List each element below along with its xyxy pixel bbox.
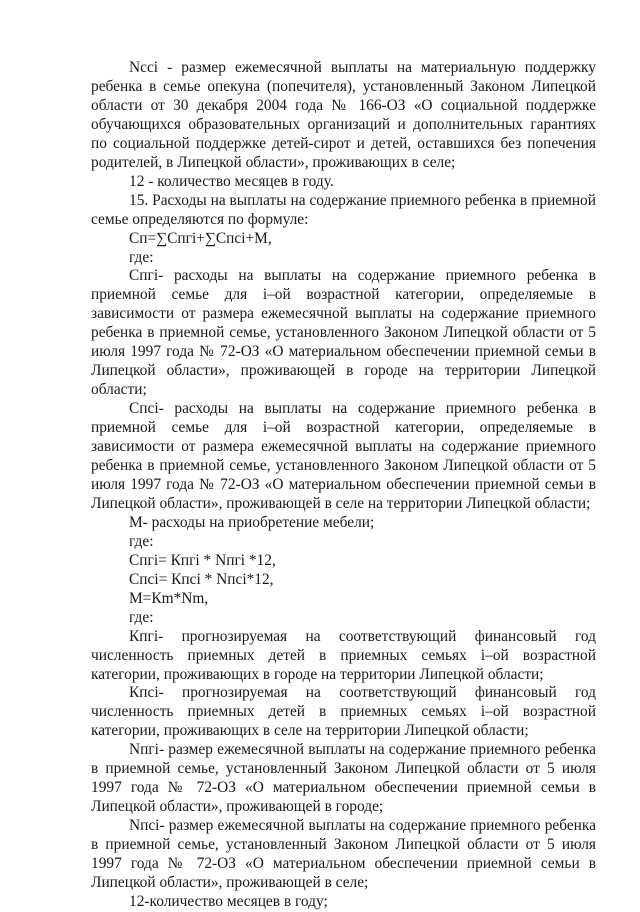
formula-spgi: Спгi= Кпгi * Nпгi *12, xyxy=(129,551,276,569)
definition-npgi: Nпгi- размер ежемесячной выплаты на содержание приемного ребенка в приемной семье, установленный Законом Липецкой области от 5 июля 1997 года № 72-ОЗ «О материальном обеспечении приемной семьи в Липецкой области», проживающей в городе; xyxy=(91,741,596,816)
definition-npsi: Nпсi- размер ежемесячной выплаты на содержание приемного ребенка в приемной семье, установленный Законом Липецкой области от 5 июля 1997 года № 72-ОЗ «О материальном обеспечении приемной семьи в Липецкой области», проживающей в селе; xyxy=(91,817,596,891)
definition-spgi: Спгi- расходы на выплаты на содержание приемного ребенка в приемной семье для i–ой возрастной категории, определяемые в зависимости от размера ежемесячной выплаты на содержание приемного ребенка в приемной семье, установленного Законом Липецкой области от 5 июля 1997 года № 72-ОЗ «О материальном обеспечении приемной семьи в Липецкой области», проживающей в городе на территории Липецкой области; xyxy=(91,267,596,399)
definition-kpsi: Кпсi- прогнозируемая на соответствующий финансовый год численность приемных детей в приемных семьях i–ой возрастной категории, проживающих в селе на территории Липецкой области; xyxy=(91,684,596,740)
where-label: где: xyxy=(129,532,154,550)
definition-spsi: Спсi- расходы на выплаты на содержание приемного ребенка в приемной семье для i–ой возрастной категории, определяемые в зависимости от размера ежемесячной выплаты на содержание приемного ребенка в приемной семье, установленного Законом Липецкой области от 5 июля 1997 года № 72-ОЗ «О материальном обеспечении приемной семьи в Липецкой области», проживающей в селе на территории Липецкой области; xyxy=(91,400,596,512)
where-label: где: xyxy=(129,248,154,266)
definition-months: 12 - количество месяцев в году. xyxy=(129,172,334,190)
definition-m: М- расходы на приобретение мебели; xyxy=(129,513,375,531)
definition-months-2: 12-количество месяцев в году; xyxy=(129,892,328,910)
where-label: где: xyxy=(129,608,154,626)
document-body xyxy=(91,59,596,912)
clause-15: 15. Расходы на выплаты на содержание приемного ребенка в приемной семье определяются по формуле: xyxy=(91,191,596,228)
formula-sp: Сп=∑Спгi+∑Cпсi+М, xyxy=(129,229,272,247)
definition-kpgi: Кпгi- прогнозируемая на соответствующий финансовый год численность приемных детей в приемных семьях i–ой возрастной категории, проживающих в городе на территории Липецкой области; xyxy=(91,627,596,683)
formula-spsi: Спсi= Кпсi * Nпсi*12, xyxy=(129,570,274,588)
formula-m: М=Кm*Nm, xyxy=(129,589,209,607)
definition-nssi: Nссi - размер ежемесячной выплаты на материальную поддержку ребенка в семье опекуна (попечителя), установленный Законом Липецкой области от 30 декабря 2004 года № 166-ОЗ «О социальной поддержке обучающихся образовательных организаций и дополнительных гарантиях по социальной поддержке детей-сирот и детей, оставшихся без попечения родителей, в Липецкой области», проживающих в селе; xyxy=(91,59,596,171)
